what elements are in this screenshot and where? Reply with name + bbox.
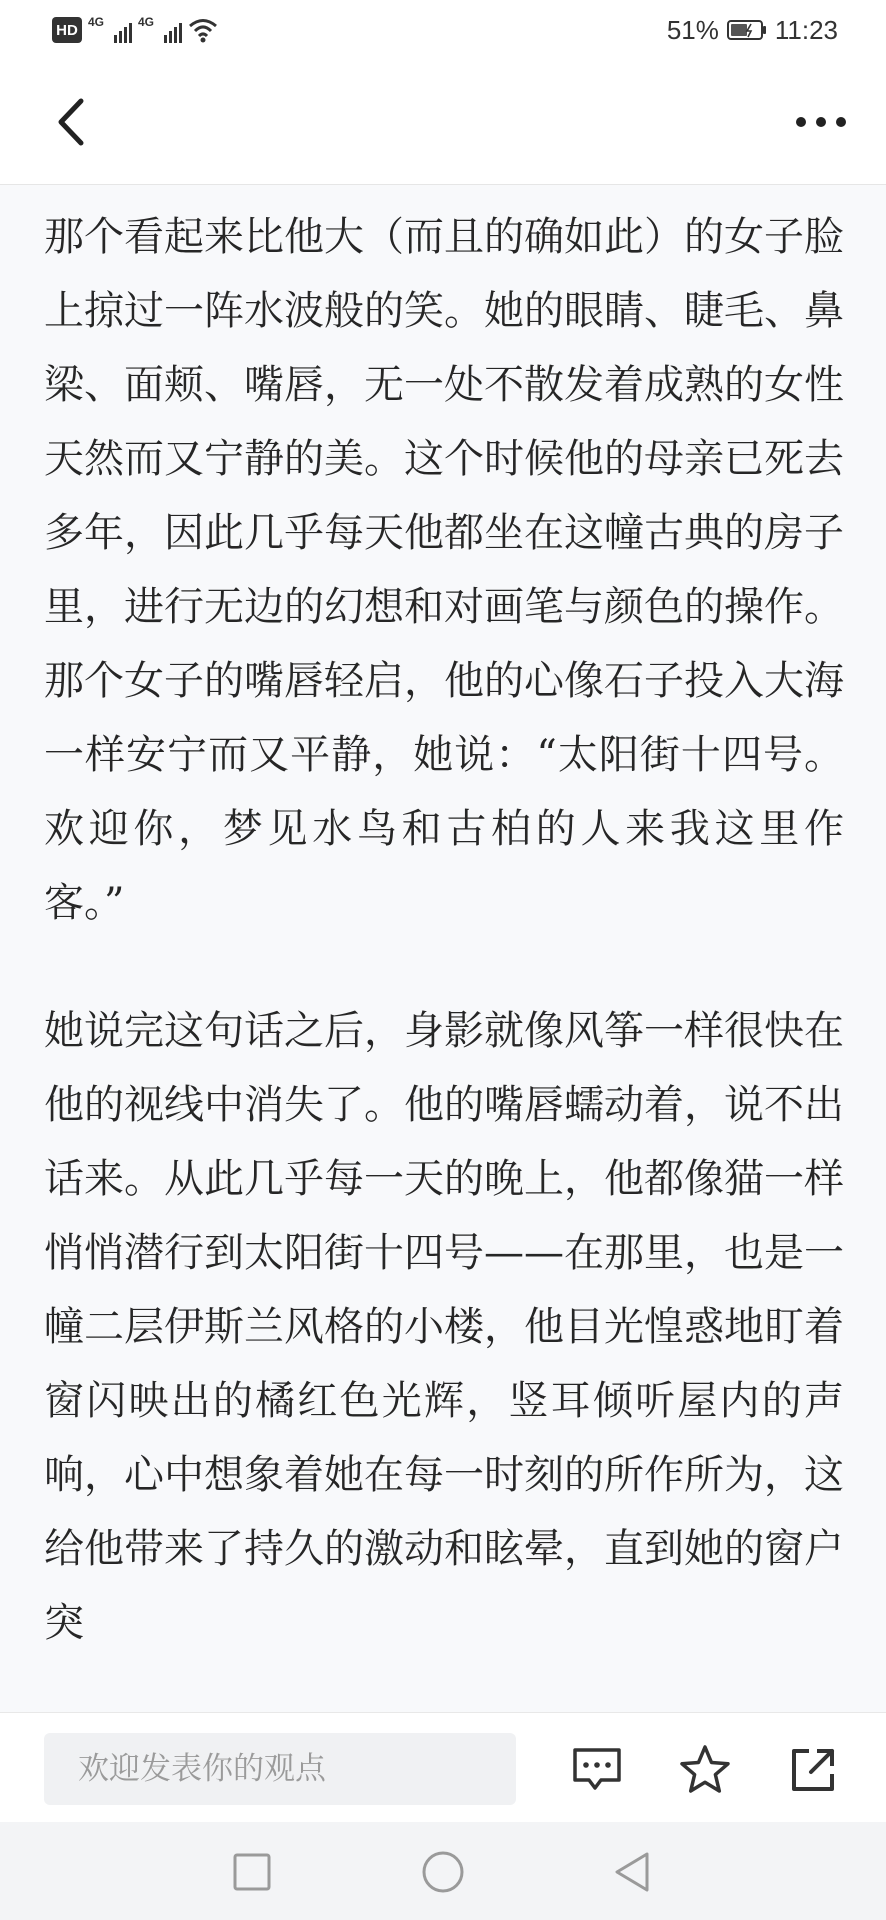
comment-input[interactable] <box>44 1733 516 1805</box>
signal-bars <box>114 23 132 43</box>
share-icon <box>789 1746 837 1794</box>
more-button[interactable] <box>786 90 856 154</box>
signal-icon <box>138 15 182 45</box>
signal-icon <box>88 15 132 45</box>
status-right-group <box>667 14 838 46</box>
status-left-group <box>52 14 218 46</box>
favorite-button[interactable] <box>670 1735 740 1805</box>
home-button[interactable] <box>417 1846 469 1898</box>
status-bar <box>0 0 886 60</box>
recent-apps-button[interactable] <box>226 1846 278 1898</box>
recent-apps-icon <box>232 1852 272 1892</box>
comment-button[interactable] <box>562 1735 632 1805</box>
system-back-button[interactable] <box>606 1846 658 1898</box>
back-triangle-icon <box>611 1850 653 1894</box>
signal-bars <box>164 23 182 43</box>
article-body <box>44 200 844 1710</box>
share-button[interactable] <box>778 1735 848 1805</box>
system-nav-bar <box>0 1822 886 1920</box>
more-horizontal-icon <box>795 116 847 128</box>
clock: 11:23 <box>774 14 838 45</box>
back-button[interactable] <box>40 90 100 154</box>
star-icon <box>678 1744 732 1796</box>
article-paragraph: 她说完这句话之后，身影就像风筝一样很快在他的视线中消失了。他的嘴唇蠕动着，说不出话来。从此几乎每一天的晚上，他都像猫一样悄悄潜行到太阳街十四号——在那里，也是一幢二层伊斯兰风格的小楼，他目光惶惑地盯着窗闪映出的橘红色光辉，竖耳倾听屋内的声响，心中想象着她在每一时刻的所作所为，这给他带来了持久的激动和眩晕，直到她的窗户突 <box>44 1008 844 1646</box>
chevron-left-icon <box>55 98 85 146</box>
comment-icon <box>571 1746 623 1794</box>
home-icon <box>421 1850 465 1894</box>
battery-percent: 51% <box>666 14 719 45</box>
wifi-icon <box>188 17 218 43</box>
network-type-label: 4G <box>88 15 105 29</box>
network-type-label: 4G <box>138 15 155 29</box>
hd-icon: HD <box>52 17 82 43</box>
battery-icon <box>727 20 767 40</box>
article-paragraph: 那个看起来比他大（而且的确如此）的女子脸上掠过一阵水波般的笑。她的眼睛、睫毛、鼻梁、面颊、嘴唇，无一处不散发着成熟的女性天然而又宁静的美。这个时候他的母亲已死去多年，因此几乎每天他都坐在这幢古典的房子里，进行无边的幻想和对画笔与颜色的操作。那个女子的嘴唇轻启，他的心像石子投入大海一样安宁而又平静，她说：“太阳街十四号。欢迎你，梦见水鸟和古柏的人来我这里作客。” <box>44 214 844 926</box>
nav-bar <box>0 60 886 185</box>
comment-bar <box>0 1712 886 1823</box>
